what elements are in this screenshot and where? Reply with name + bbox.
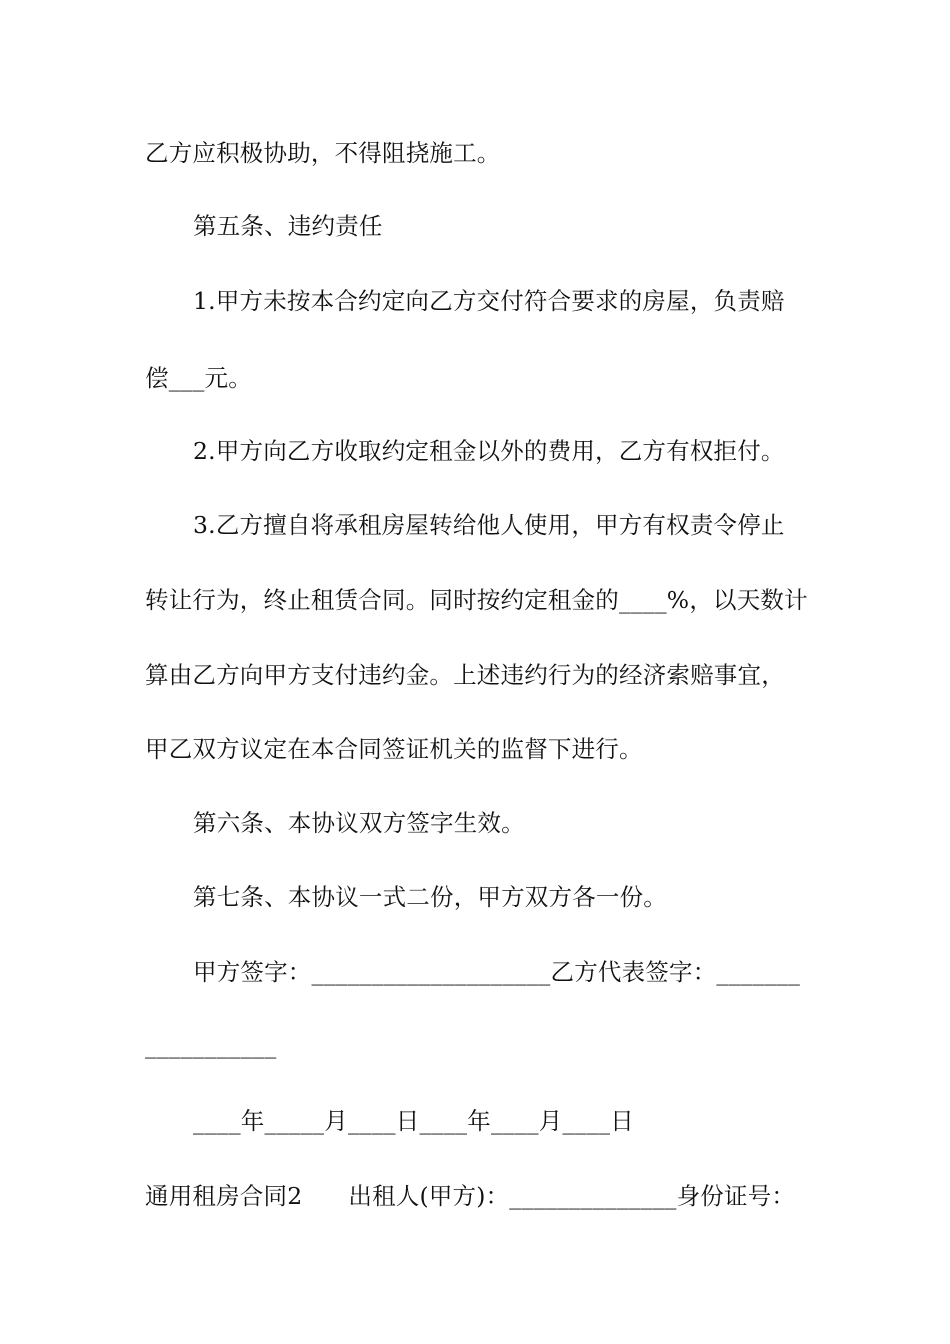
contract-2-header-line: 通用租房合同2 出租人(甲方)：______________身份证号： [145, 1182, 796, 1210]
signature-line: 甲方签字：____________________乙方代表签字：_______ [193, 958, 801, 986]
date-line: ____年_____月____日____年____月____日 [193, 1107, 634, 1135]
article-6: 第六条、本协议双方签字生效。 [193, 809, 525, 837]
article-7: 第七条、本协议一式二份，甲方双方各一份。 [193, 883, 667, 911]
article-5-heading: 第五条、违约责任 [193, 212, 383, 240]
clause-5-3-continued: 算由乙方向甲方支付违约金。上述违约行为的经济索赔事宜， [145, 661, 785, 689]
clause-5-3-continued: 甲乙双方议定在本合同签证机关的监督下进行。 [145, 735, 643, 763]
paragraph-line: 乙方应积极协助，不得阻挠施工。 [145, 139, 501, 167]
clause-5-1-continued: 偿___元。 [145, 364, 252, 392]
clause-5-2: 2.甲方向乙方收取约定租金以外的费用，乙方有权拒付。 [193, 437, 785, 465]
clause-5-1: 1.甲方未按本合约定向乙方交付符合要求的房屋，负责赔 [193, 287, 785, 315]
signature-line-continued: ___________ [145, 1031, 277, 1059]
clause-5-3: 3.乙方擅自将承租房屋转给他人使用，甲方有权责令停止 [193, 511, 785, 539]
clause-5-3-continued: 转让行为，终止租赁合同。同时按约定租金的____%，以天数计 [145, 586, 808, 614]
